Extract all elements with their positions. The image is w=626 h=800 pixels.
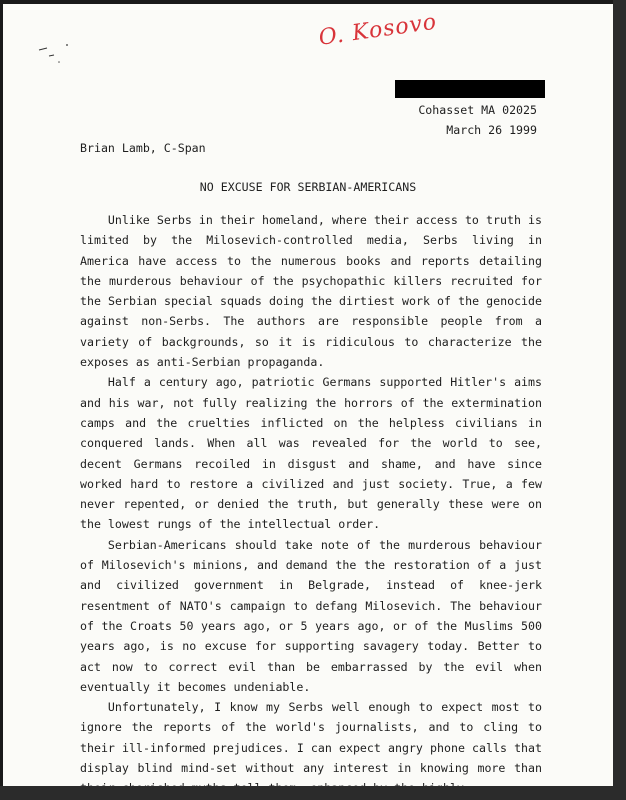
- body-paragraph: Serbian-Americans should take note of the murderous behaviour of Milosevich's minions, and demand the the restoration of a just and civilized government in Belgrade, instead of knee-jerk resentment of NATO's campaign to defang Milosevich. The behaviour of the Croats 50 years ago, or 5 years ago, or of the Muslims 500 years ago, is no excuse for supporting savagery today. Better to act now to correct evil than be embarrassed by the evil when eventually it becomes undeniable.: [80, 537, 542, 694]
- sender-address: Cohasset MA 02025: [418, 103, 537, 117]
- scan-edge-bottom: [0, 786, 626, 800]
- redaction-bar: [395, 80, 545, 98]
- letter-title: NO EXCUSE FOR SERBIAN-AMERICANS: [199, 180, 417, 194]
- letter-date: March 26 1999: [446, 123, 537, 137]
- scan-edge-right: [613, 0, 626, 800]
- handwritten-annotation: O. Kosovo: [317, 9, 439, 51]
- body-paragraph: Half a century ago, patriotic Germans supported Hitler's aims and his war, not fully realizing the horrors of the extermination camps and the cruelties inflicted on the helpless civilians in conquered lands. When all was revealed for the world to see, decent Germans recoiled in disgust and shame, and have since worked hard to restore a civilized and just society. True, a few never repented, or denied the truth, but generally these were on the lowest rungs of the intellectual order.: [80, 375, 542, 532]
- letter-page: [3, 4, 613, 786]
- pen-marks: [37, 42, 77, 72]
- body-paragraph: Unfortunately, I know my Serbs well enough to expect most to ignore the reports of the world's journalists, and to cling to their ill-informed prejudices. I can expect angry phone calls that display blind mind-set without any interest in knowing more than: [80, 700, 542, 776]
- body-paragraph: Unlike Serbs in their homeland, where their access to truth is limited by the Milosevich-controlled media, Serbs living in America have access to the numerous books and reports detailing the murderous behaviour of the psychopathic killers recruited for the Serbian special squads doing the dirtiest work of the genocide against non-Serbs. The authors are responsible people from a variety of backgrounds, so it is ridiculous to characterize the exposes as anti-Serbian propaganda.: [80, 213, 542, 370]
- letter-body: [80, 210, 542, 799]
- recipient-line: Brian Lamb, C-Span: [80, 141, 206, 155]
